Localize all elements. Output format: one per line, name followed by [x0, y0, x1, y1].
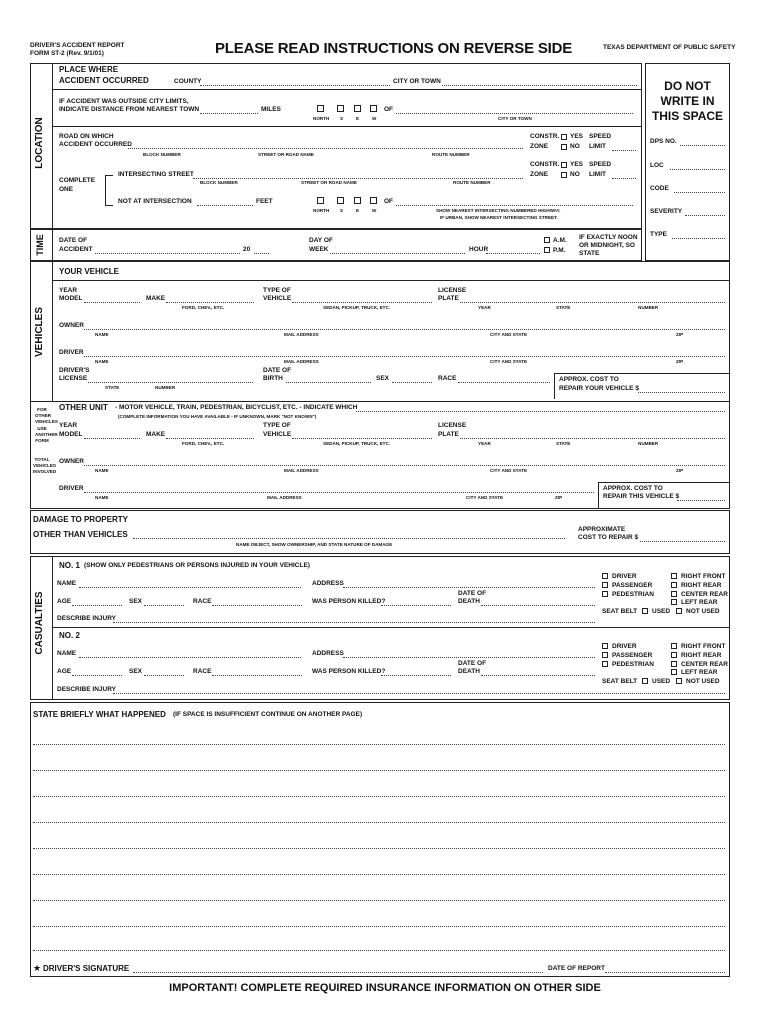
casualty-2-belt-used-checkbox[interactable] [642, 678, 648, 684]
other-make-hint: FORD, CHEV., ETC. [182, 441, 225, 446]
city-or-town-hint: CITY OR TOWN [498, 116, 532, 121]
dps-no-field[interactable] [680, 145, 725, 146]
damage-description-field[interactable] [133, 538, 565, 539]
license-plate-field[interactable] [460, 302, 725, 303]
show-nearest-hint-2: IF URBAN, SHOW NEAREST INTERSECTING STREET. [440, 215, 558, 220]
time-frame [30, 229, 642, 261]
casualty-1-not-used-label: NOT USED [686, 608, 720, 615]
constr-zone-no-checkbox[interactable] [561, 144, 567, 150]
driver-sex-field[interactable] [392, 382, 432, 383]
casualty-2-seat-belt-label: SEAT BELT [602, 678, 638, 685]
no-label: NO [570, 143, 580, 150]
date-of-report-label: DATE OF REPORT [548, 965, 605, 972]
other-owner-name-hint: NAME [95, 468, 109, 473]
casualty-2-killed-field[interactable] [381, 675, 451, 676]
other-driver-field[interactable] [84, 492, 594, 493]
limit-label: LIMIT [589, 143, 606, 150]
date-of-report-field[interactable] [605, 972, 725, 973]
casualty-1-seat-belt-label: SEAT BELT [602, 608, 638, 615]
casualty-1-belt-used-checkbox[interactable] [642, 608, 648, 614]
severity-field[interactable] [685, 215, 725, 216]
direction-south-checkbox-2[interactable] [337, 197, 344, 204]
type-field[interactable] [672, 238, 725, 239]
casualty-1-pedestrian-label: PEDESTRIAN [612, 591, 654, 598]
other-driver-name-hint: NAME [95, 495, 109, 500]
narrative-line[interactable] [33, 744, 725, 745]
casualty-1-note: (SHOW ONLY PEDESTRIANS OR PERSONS INJURED IN YOUR VEHICLE) [84, 562, 310, 569]
casualty-1-used-label: USED [652, 608, 671, 615]
intersecting-highway-field[interactable] [396, 205, 633, 206]
damage-cost-field[interactable] [640, 541, 725, 542]
narrative-line[interactable] [33, 796, 725, 797]
star-icon: ★ [33, 963, 42, 973]
not-at-intersection-label: NOT AT INTERSECTION [118, 198, 192, 205]
owner-label: OWNER [59, 322, 84, 329]
make-hint: FORD, CHEV., ETC. [182, 305, 225, 310]
casualty-2-sex-field[interactable] [144, 675, 184, 676]
constr-label-2: CONSTR. [530, 161, 560, 168]
casualty-1-race-label: RACE [193, 598, 212, 605]
other-owner-label: OWNER [59, 458, 84, 465]
casualty-1-left-rear-label: LEFT REAR [681, 599, 718, 606]
casualty-2-heading: NO. 2 [59, 631, 80, 640]
other-approx-cost-line1: APPROX. COST TO [603, 485, 663, 492]
casualty-1-pedestrian-checkbox[interactable] [602, 591, 608, 597]
other-plate-label: PLATE [438, 431, 459, 438]
am-checkbox[interactable] [544, 237, 550, 243]
narrative-line[interactable] [33, 926, 725, 927]
casualty-1-age-label: AGE [57, 598, 72, 605]
hour-field[interactable] [486, 253, 540, 254]
plate-label: PLATE [438, 295, 459, 302]
other-plate-state-hint: STATE [556, 441, 571, 446]
casualty-2-left-rear-label: LEFT REAR [681, 669, 718, 676]
casualty-1-injury-label: DESCRIBE INJURY [57, 615, 116, 622]
week-label: WEEK [309, 246, 329, 253]
route-number-hint-2: ROUTE NUMBER [453, 180, 491, 185]
total-vehicles-note: TOTAL VEHICLES INVOLVED [33, 457, 57, 475]
narrative-line[interactable] [33, 900, 725, 901]
outside-limits-line2: INDICATE DISTANCE FROM NEAREST TOWN [59, 106, 200, 113]
casualty-1-center-rear-label: CENTER REAR [681, 591, 728, 598]
plate-state-hint: STATE [556, 305, 571, 310]
casualty-2-killed-label: WAS PERSON KILLED? [312, 668, 386, 675]
speed-limit-field-2[interactable] [612, 178, 636, 179]
agency-name: TEXAS DEPARTMENT OF PUBLIC SAFETY [603, 44, 736, 51]
route-number-hint: ROUTE NUMBER [432, 152, 470, 157]
form-title: DRIVER'S ACCIDENT REPORT [30, 42, 125, 49]
casualty-1-injury-field[interactable] [113, 622, 595, 623]
casualty-2-pedestrian-checkbox[interactable] [602, 661, 608, 667]
driver-zip-hint: ZIP [676, 359, 684, 364]
approx-cost-line2: REPAIR YOUR VEHICLE $ [559, 385, 639, 392]
vehicle-label: VEHICLE [263, 295, 292, 302]
other-type-of-label: TYPE OF [263, 422, 291, 429]
narrative-heading: STATE BRIEFLY WHAT HAPPENED [33, 710, 166, 719]
speed-label: SPEED [589, 133, 612, 140]
other-owner-field[interactable] [84, 465, 725, 466]
direction-north-checkbox[interactable] [317, 105, 324, 112]
casualty-1-right-front-label: RIGHT FRONT [681, 573, 726, 580]
type-of-label: TYPE OF [263, 287, 291, 294]
narrative-line[interactable] [33, 848, 725, 849]
of-label: OF [384, 106, 394, 113]
one-label: ONE [59, 186, 74, 193]
year-label: YEAR [59, 287, 78, 294]
other-driver-label: DRIVER [59, 485, 84, 492]
other-vehicles-note: FOR OTHER VEHICLES USE ANOTHER FORM [35, 407, 58, 444]
narrative-note: (IF SPACE IS INSUFFICIENT CONTINUE ON ANOTHER PAGE) [173, 711, 363, 718]
speed-limit-field[interactable] [612, 150, 636, 151]
complete-info-note: (COMPLETE INFORMATION YOU HAVE AVAILABLE - IF UNKNOWN, MARK "NOT KNOWN") [118, 414, 317, 419]
exactly-noon-line1: IF EXACTLY NOON [579, 234, 638, 241]
casualty-1-address-field[interactable] [343, 587, 595, 588]
owner-city-hint: CITY AND STATE [490, 332, 528, 337]
zone-label-2: ZONE [530, 171, 549, 178]
casualty-2-right-rear-checkbox[interactable] [671, 652, 677, 658]
casualty-2-right-front-checkbox[interactable] [671, 643, 677, 649]
casualty-2-passenger-checkbox[interactable] [602, 652, 608, 658]
place-where-label: PLACE WHERE [59, 65, 119, 74]
year-prefix: 20 [243, 246, 251, 253]
speed-label-2: SPEED [589, 161, 612, 168]
casualty-1-sex-label: SEX [129, 598, 143, 605]
casualty-2-passenger-label: PASSENGER [612, 652, 653, 659]
sex-label: SEX [376, 375, 390, 382]
hour-label: HOUR [469, 246, 489, 253]
county-label: COUNTY [174, 78, 202, 85]
loc-label: LOC [650, 162, 664, 169]
casualty-1-right-rear-label: RIGHT REAR [681, 582, 722, 589]
other-plate-number-hint: NUMBER [638, 441, 659, 446]
road-on-which-line1: ROAD ON WHICH [59, 133, 114, 140]
casualty-2-name-label: NAME [57, 650, 77, 657]
casualty-2-address-label: ADDRESS [312, 650, 344, 657]
casualty-1-sex-field[interactable] [144, 605, 184, 606]
west-label: W [372, 116, 377, 121]
damage-hint: NAME OBJECT, SHOW OWNERSHIP, AND STATE NATURE OF DAMAGE [236, 542, 393, 547]
west-label-2: W [372, 208, 377, 213]
driver-field[interactable] [84, 356, 725, 357]
casualty-2-race-label: RACE [193, 668, 212, 675]
casualty-1-passenger-checkbox[interactable] [602, 582, 608, 588]
no-label-2: NO [570, 171, 580, 178]
casualty-2-name-field[interactable] [79, 657, 301, 658]
narrative-line[interactable] [33, 770, 725, 771]
other-unit-note: - MOTOR VEHICLE, TRAIN, PEDESTRIAN, BICYCLIST, ETC. - INDICATE WHICH [115, 404, 358, 411]
street-name-hint: STREET OR ROAD NAME [258, 152, 314, 157]
yes-label-2: YES [570, 161, 584, 168]
model-label: MODEL [59, 295, 83, 302]
other-license-plate-field[interactable] [460, 438, 725, 439]
vehicle-make-field[interactable] [166, 302, 254, 303]
repair-cost-field[interactable] [638, 392, 725, 393]
approx-cost-line1: APPROX. COST TO [559, 376, 619, 383]
other-make-field[interactable] [166, 438, 254, 439]
narrative-line[interactable] [33, 874, 725, 875]
constr-zone-yes-checkbox-2[interactable] [561, 162, 567, 168]
form-number: FORM ST-2 (Rev. 9/1/01) [30, 50, 104, 57]
direction-south-checkbox[interactable] [337, 105, 344, 112]
casualty-2-dod-label-1: DATE OF [458, 660, 487, 667]
damage-approx-line1: APPROXIMATE [578, 526, 626, 533]
show-nearest-hint-1: SHOW NEAREST INTERSECTING NUMBERED HIGHWAY. [436, 208, 561, 213]
other-driver-address-hint: MAIL ADDRESS [267, 495, 302, 500]
constr-zone-no-checkbox-2[interactable] [561, 172, 567, 178]
limit-label-2: LIMIT [589, 171, 606, 178]
vehicle-type-field[interactable] [292, 302, 432, 303]
office-use-line3: THIS SPACE [651, 109, 724, 123]
plate-year-hint: YEAR [478, 305, 491, 310]
dob-label-1: DATE OF [263, 367, 292, 374]
miles-label: MILES [261, 106, 281, 113]
main-title: PLEASE READ INSTRUCTIONS ON REVERSE SIDE [215, 40, 573, 57]
owner-name-hint: NAME [95, 332, 109, 337]
date-of-label: DATE OF [59, 237, 88, 244]
pm-label: P.M. [553, 247, 566, 254]
casualty-1-driver-label: DRIVER [612, 573, 637, 580]
street-name-hint-2: STREET OR ROAD NAME [301, 180, 357, 185]
other-make-label: MAKE [146, 431, 166, 438]
dob-label-2: BIRTH [263, 375, 283, 382]
other-vehicle-label: VEHICLE [263, 431, 292, 438]
casualty-1-dod-label-1: DATE OF [458, 590, 487, 597]
code-label: CODE [650, 185, 669, 192]
office-use-line2: WRITE IN [660, 94, 715, 108]
owner-field[interactable] [84, 329, 725, 330]
block-number-hint: BLOCK NUMBER [143, 152, 181, 157]
exactly-noon-line2: OR MIDNIGHT, SO [579, 242, 635, 249]
direction-west-checkbox-2[interactable] [370, 197, 377, 204]
complete-label: COMPLETE [59, 177, 96, 184]
driver-city-hint: CITY AND STATE [490, 359, 528, 364]
other-repair-cost-field[interactable] [677, 500, 725, 501]
casualty-2-address-field[interactable] [343, 657, 595, 658]
constr-zone-yes-checkbox[interactable] [561, 134, 567, 140]
casualty-1-address-label: ADDRESS [312, 580, 344, 587]
driver-race-field[interactable] [458, 382, 550, 383]
casualty-1-left-rear-checkbox[interactable] [671, 599, 677, 605]
casualty-2-pedestrian-label: PEDESTRIAN [612, 661, 654, 668]
other-license-label: LICENSE [438, 422, 467, 429]
drivers-license-label: LICENSE [59, 375, 88, 382]
damage-approx-line2: COST TO REPAIR $ [578, 534, 639, 541]
section-label-location: LOCATION [34, 117, 45, 169]
section-label-vehicles: VEHICLES [34, 307, 45, 358]
county-field[interactable] [200, 85, 390, 86]
make-label: MAKE [146, 295, 166, 302]
intersecting-street-field[interactable] [193, 178, 523, 179]
other-vehicle-type-field[interactable] [292, 438, 432, 439]
office-use-line1: DO NOT [664, 79, 711, 93]
other-unit-heading: OTHER UNIT [59, 403, 108, 412]
feet-label: FEET [256, 198, 273, 205]
constr-label: CONSTR. [530, 133, 560, 140]
other-unit-type-field[interactable] [356, 411, 725, 412]
casualty-1-right-rear-checkbox[interactable] [671, 582, 677, 588]
casualty-2-center-rear-label: CENTER REAR [681, 661, 728, 668]
accident-label: ACCIDENT [59, 246, 93, 253]
other-owner-zip-hint: ZIP [676, 468, 684, 473]
casualty-2-center-rear-checkbox[interactable] [671, 661, 677, 667]
drivers-license-field[interactable] [88, 382, 253, 383]
casualty-2-dod-field[interactable] [481, 675, 595, 676]
casualty-1-dod-label-2: DEATH [458, 598, 480, 605]
yes-label: YES [570, 133, 584, 140]
race-label: RACE [438, 375, 457, 382]
casualty-2-right-rear-label: RIGHT REAR [681, 652, 722, 659]
dps-no-label: DPS NO. [650, 138, 677, 145]
city-or-town-field[interactable] [442, 85, 637, 86]
casualty-2-injury-label: DESCRIBE INJURY [57, 686, 116, 693]
accident-year-field[interactable] [254, 253, 269, 254]
road-on-which-line2: ACCIDENT OCCURRED [59, 141, 132, 148]
outside-limits-line1: IF ACCIDENT WAS OUTSIDE CITY LIMITS, [59, 98, 189, 105]
north-label-2: NORTH [313, 208, 330, 213]
severity-label: SEVERITY [650, 208, 683, 215]
casualty-2-injury-field[interactable] [113, 693, 725, 694]
south-label: S [340, 116, 344, 121]
casualty-1-heading: NO. 1 [59, 561, 80, 570]
east-label: E [356, 116, 360, 121]
casualty-1-passenger-label: PASSENGER [612, 582, 653, 589]
casualty-2-not-used-label: NOT USED [686, 678, 720, 685]
narrative-line[interactable] [33, 950, 725, 951]
casualty-2-dod-label-2: DEATH [458, 668, 480, 675]
casualty-2-sex-label: SEX [129, 668, 143, 675]
owner-zip-hint: ZIP [676, 332, 684, 337]
drivers-signature-label: DRIVER'S SIGNATURE [43, 964, 130, 973]
day-of-label: DAY OF [309, 237, 333, 244]
casualty-2-right-front-label: RIGHT FRONT [681, 643, 726, 650]
zone-label: ZONE [530, 143, 549, 150]
direction-east-checkbox-2[interactable] [354, 197, 361, 204]
direction-east-checkbox[interactable] [354, 105, 361, 112]
accident-date-field[interactable] [95, 253, 240, 254]
other-model-label: MODEL [59, 431, 83, 438]
day-of-week-field[interactable] [330, 253, 465, 254]
narrative-line[interactable] [33, 822, 725, 823]
drivers-label: DRIVER'S [59, 367, 90, 374]
other-year-model-field[interactable] [84, 438, 140, 439]
owner-address-hint: MAIL ADDRESS [284, 332, 319, 337]
intersecting-street-label: INTERSECTING STREET [118, 171, 194, 178]
casualty-1-right-front-checkbox[interactable] [671, 573, 677, 579]
loc-field[interactable] [670, 169, 725, 170]
casualty-2-race-field[interactable] [212, 675, 302, 676]
casualty-1-age-field[interactable] [72, 605, 122, 606]
casualty-1-name-field[interactable] [79, 587, 301, 588]
your-vehicle-heading: YOUR VEHICLE [59, 267, 120, 276]
feet-field[interactable] [197, 205, 253, 206]
exactly-noon-line3: STATE [579, 250, 600, 257]
type-hint: SEDAN, PICKUP, TRUCK, ETC. [323, 305, 391, 310]
other-year-label: YEAR [59, 422, 78, 429]
casualty-2-driver-label: DRIVER [612, 643, 637, 650]
section-label-casualties: CASUALTIES [34, 591, 45, 655]
casualty-1-name-label: NAME [57, 580, 77, 587]
am-label: A.M. [553, 237, 567, 244]
driver-label: DRIVER [59, 349, 84, 356]
casualty-2-belt-not-used-checkbox[interactable] [676, 678, 682, 684]
other-owner-address-hint: MAIL ADDRESS [284, 468, 319, 473]
casualty-2-age-field[interactable] [72, 675, 122, 676]
casualty-1-center-rear-checkbox[interactable] [671, 591, 677, 597]
east-label-2: E [356, 208, 360, 213]
block-number-hint-2: BLOCK NUMBER [200, 180, 238, 185]
other-driver-zip-hint: ZIP [555, 495, 563, 500]
casualty-2-left-rear-checkbox[interactable] [671, 669, 677, 675]
other-driver-city-hint: CITY AND STATE [466, 495, 504, 500]
dl-number-hint: NUMBER [155, 385, 176, 390]
south-label-2: S [340, 208, 344, 213]
north-label: NORTH [313, 116, 330, 121]
pm-checkbox[interactable] [544, 247, 550, 253]
casualty-1-belt-not-used-checkbox[interactable] [676, 608, 682, 614]
casualty-1-race-field[interactable] [212, 605, 302, 606]
license-label: LICENSE [438, 287, 467, 294]
driver-address-hint: MAIL ADDRESS [284, 359, 319, 364]
drivers-signature-field[interactable] [133, 972, 543, 973]
of-label-2: OF [384, 198, 394, 205]
casualty-2-age-label: AGE [57, 668, 72, 675]
vehicle-year-model-field[interactable] [84, 302, 140, 303]
city-or-town-label: CITY OR TOWN [393, 78, 441, 85]
casualty-1-driver-checkbox[interactable] [602, 573, 608, 579]
damage-property-label-1: DAMAGE TO PROPERTY [33, 515, 128, 524]
dl-state-hint: STATE [105, 385, 120, 390]
casualty-2-used-label: USED [652, 678, 671, 685]
other-owner-city-hint: CITY AND STATE [490, 468, 528, 473]
driver-name-hint: NAME [95, 359, 109, 364]
casualty-1-dod-field[interactable] [481, 605, 595, 606]
accident-occurred-label: ACCIDENT OCCURRED [59, 76, 149, 85]
direction-north-checkbox-2[interactable] [317, 197, 324, 204]
code-field[interactable] [674, 192, 725, 193]
date-of-birth-field[interactable] [286, 382, 371, 383]
distance-miles-field[interactable] [200, 113, 258, 114]
nearest-town-field[interactable] [396, 113, 633, 114]
other-approx-cost-line2: REPAIR THIS VEHICLE $ [603, 493, 680, 500]
plate-number-hint: NUMBER [638, 305, 659, 310]
type-label: TYPE [650, 231, 667, 238]
damage-property-label-2: OTHER THAN VEHICLES [33, 530, 128, 539]
section-label-time: TIME [35, 234, 45, 256]
other-type-hint: SEDAN, PICKUP, TRUCK, ETC. [323, 441, 391, 446]
other-plate-year-hint: YEAR [478, 441, 491, 446]
casualty-1-killed-label: WAS PERSON KILLED? [312, 598, 386, 605]
road-field[interactable] [128, 148, 523, 149]
casualty-2-driver-checkbox[interactable] [602, 643, 608, 649]
casualty-1-killed-field[interactable] [381, 605, 451, 606]
direction-west-checkbox[interactable] [370, 105, 377, 112]
important-footer: IMPORTANT! COMPLETE REQUIRED INSURANCE INFORMATION ON OTHER SIDE [169, 982, 601, 994]
